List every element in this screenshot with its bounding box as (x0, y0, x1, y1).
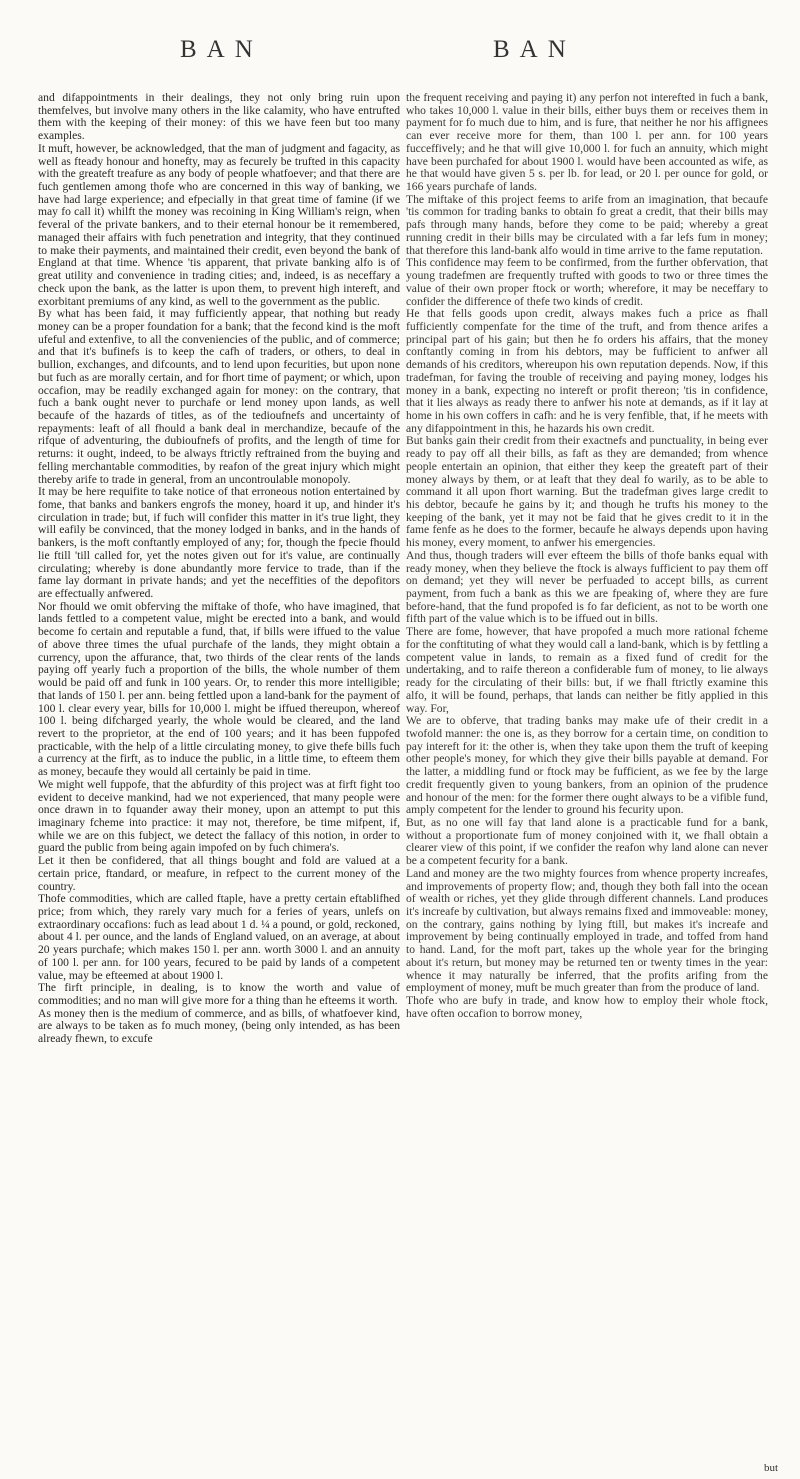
left-text-column (38, 92, 400, 1046)
running-head-left: BAN (180, 36, 263, 63)
paragraph: Let it then be confidered, that all things bought and fold are valued at a certain price, ftandard, or meafure, in refpect to the current money of the country. (38, 854, 400, 893)
paragraph: And thus, though traders will ever efteem the bills of thofe banks equal with ready money, when they believe the ftock is always fufficient to pay them off on demand; yet they will never be perfuaded to accept bills, as current payment, from fuch a bank as this we are fpeaking of, where they are fure before-hand, that the fund propofed is fo far deficient, as not to be worth one fifth part of the value which is to be iffued out in bills. (406, 548, 768, 626)
paragraph: As money then is the medium of commerce, and as bills, of whatfoever kind, are always to be taken as fo much money, (being only intended, as has been already fhewn, to excufe (38, 1006, 400, 1046)
paragraph: But banks gain their credit from their exactnefs and punctuality, in being ever ready to pay off all their bills, as faft as they are demanded; from whence people entertain an opinion, that either they keep the greateft part of their money always by them, or at leaft that they deal fo warily, as to be able to command it all upon fhort warning. But the tradefman gives large credit to his debtor, becaufe he gains by it; and though he trufts his money to the keeping of the bank, yet it may not be faid that he gives credit to it in the fame fenfe as he does to the former, becaufe he always depends upon having his money, every moment, to anfwer his emergencies. (406, 434, 768, 550)
running-head-right: BAN (493, 36, 576, 63)
paragraph: He that fells goods upon credit, always makes fuch a price as fhall fufficiently compenfate for the time of the truft, and from thence arifes a principal part of his gain; but then he fo orders his affairs, that the money conftantly coming in from his debtors, may be fufficient to anfwer all demands of his creditors, whereupon his own reputation depends. Now, if this tradefman, for faving the trouble of receiving and paying money, lodges his money in a bank, expecting no intereft or profit thereon; 'tis in confidence, that it lies always as ready there to anfwer his note at demands, as if it lay at home in his own coffers in cafh: and he is very fenfible, that, if he meets with any difappointment in this, he hazards his own credit. (406, 307, 768, 435)
paragraph: Land and money are the two mighty fources from whence property increafes, and improvements of property flow; and, though they both fall into the ocean of wealth or riches, yet they glide through different channels. Land produces it's increafe by cultivation, but always remains fixed and immoveable: money, on the contrary, gains nothing by lying ftill, but makes it's increafe and improvement by being continually employed in trade, and toffed from hand to hand. Land, for the moft part, takes up the whole year for the bringing about it's return, but money may be returned ten or twenty times in the year: whence it may naturally be inferred, that the profits arifing from the employment of money, muft be much greater than from the produce of land. (406, 866, 768, 995)
paragraph: It may be here requifite to take notice of that erroneous notion entertained by fome, that banks and bankers engrofs the money, hoard it up, and hinder it's circulation in trade; but, if fuch will confider this matter in it's true light, they will eafily be convinced, that the money lodged in banks, and in the hands of bankers, is the moft conftantly employed of any; for, though the fpecie fhould lie ftill 'till called for, yet the notes given out for it's value, are continually circulating; whereby is done abundantly more fervice to trade, than if the fame lay dormant in private hands; and yet the neceffities of the depofitors are effectually anfwered. (38, 485, 400, 601)
paragraph: Thofe commodities, which are called ftaple, have a pretty certain eftablifhed price; from which, they rarely vary much for a feries of years, unlefs on extraordinary occafions: fuch as lead about 1 d. ¼ a pound, or gold, reckoned, about 4 l. per ounce, and the lands of England valued, on an average, at about 20 years purchafe; which makes 150 l. per ann. worth 3000 l. and an annuity of 100 l. per ann. for 100 years, fecured to be paid by lands of a competent value, may be efteemed at about 1900 l. (38, 892, 400, 982)
paragraph: But, as no one will fay that land alone is a practicable fund for a bank, without a proportionate fum of money conjoined with it, we fhall obtain a clearer view of this point, if we confider the reafon why land alone can never be a competent fecurity for a bank. (406, 815, 768, 868)
paragraph: By what has been faid, it may fufficiently appear, that nothing but ready money can be a proper foundation for a bank; that the fecond kind is the moft ufeful and extenfive, to all the conveniencies of the public, and of commerce; and that it's bufinefs is to keep the cafh of traders, or others, to deal in bullion, exchanges, and difcounts, and to lend upon fecurities, but upon none but fuch as are morally certain, and for fhort time of payment; or which, upon occafion, may be readily exchanged again for money: on the contrary, that fuch a bank ought never to purchafe or lend money upon lands, as well becaufe of the hazards of titles, as of the tedioufnefs and uncertainty of repayments: leaft of all fhould a bank deal in merchandize, becaufe of the rifque of adventuring, the dubioufnefs of profits, and the length of time for returns: it ought, indeed, to be always ftrictly reftrained from the buying and felling merchantable commodities, by reafon of the great injury which might thereby arife to trade in general, from an uncontroulable monopoly. (38, 307, 400, 486)
paragraph: We might well fuppofe, that the abfurdity of this project was at firft fight too evident to deceive mankind, had we not experienced, that many people were once drawn in to fquander away their money, upon an attempt to put this imaginary fcheme into practice: it may not, therefore, be time mifpent, if, while we are on this fubject, we detect the fallacy of this notion, in order to guard the public from being again impofed on by fuch chimera's. (38, 777, 400, 855)
paragraph: There are fome, however, that have propofed a much more rational fcheme for the conftituting of what they would call a land-bank, which is by fettling a competent value in lands, to remain as a fixed fund of credit for the undertaking, and to raife thereon a confiderable fum of money, to lie always ready for the circulating of their bills: but, if we fhall ftrictly examine this alfo, it will be found, perhaps, that lands can neither be fitly applied in this way. For, (406, 625, 768, 715)
paragraph: the frequent receiving and paying it) any perfon not interefted in fuch a bank, who takes 10,000 l. value in their bills, either buys them or receives them in payment for fo much due to him, and is fure, that neither he nor his affignees can ever receive more for them, than 100 l. per ann. for 100 years fucceffively; and he that will give 10,000 l. for fuch an annuity, which might have been purchafed for about 1900 l. would have been accounted as wife, as he that would have given 5 s. per lb. for lead, or 20 l. per ounce for gold, or 166 years purchafe of lands. (406, 91, 768, 194)
running-header (0, 36, 800, 76)
paragraph: We are to obferve, that trading banks may make ufe of their credit in a twofold manner: the one is, as they borrow for a certain time, on condition to pay intereft for it: the other is, when they take upon them the truft of keeping other people's money, for which they give their bills payable at demand. For the latter, a middling fund or ftock may be fufficient, as we fee by the large credit frequently given to young bankers, from an opinion of the prudence and honour of the men: for the former there ought always to be a vifible fund, amply competent for the lender to ground his fecurity upon. (406, 714, 768, 817)
paragraph: This confidence may feem to be confirmed, from the further obfervation, that young tradefmen are frequently trufted with goods to two or three times the value of their own proper ftock or worth; wherefore, it may be neceffary to confider the difference of thefe two kinds of credit. (406, 256, 768, 308)
paragraph: The miftake of this project feems to arife from an imagination, that becaufe 'tis common for trading banks to obtain fo great a credit, that their bills may pafs through many hands, before they come to be paid; whereby a great running credit in their bills may be circulated with a far lefs fum in money; that therefore this land-bank alfo would in time arrive to the fame reputation. (406, 192, 768, 257)
paragraph: Nor fhould we omit obferving the miftake of thofe, who have imagined, that lands fettled to a competent value, might be erected into a bank, and would become fo certain and reputable a fund, that, if bills were iffued to the value of above three times the ufual purchafe of the lands, they might obtain a currency, upon the affurance, that, two thirds of the clear rents of the lands paying off yearly fuch a proportion of the bills, the whole number of them would be paid off and funk in 100 years. Or, to render this more intelligible; that lands of 150 l. per ann. being fettled upon a land-bank for the payment of 100 l. clear every year, bills for 10,000 l. might be iffued thereupon, whereof 100 l. being difcharged yearly, the whole would be cleared, and the land revert to the proprietor, at the end of 100 years; and it has been fuppofed practicable, with the help of a little circulating money, to give thefe bills fuch a currency at the firft, as to induce the public, in a little time, to efteem them as money, becaufe they would all certainly be paid in time. (38, 599, 400, 779)
paragraph: and difappointments in their dealings, they not only bring ruin upon themfelves, but involve many others in the like calamity, who have entrufted them with the keeping of their money: of this we have feen but too many examples. (38, 91, 400, 143)
right-text-column (406, 92, 768, 1020)
paragraph: The firft principle, in dealing, is to know the worth and value of commodities; and no man will give more for a thing than he efteems it worth. (38, 981, 400, 1008)
paragraph: It muft, however, be acknowledged, that the man of judgment and fagacity, as well as fteady honour and honefty, may as fecurely be trufted in this capacity with the greateft treafure as any body of people whatfoever; and that there are fuch gentlemen among thofe who are concerned in this way of banking, we have had large experience; and efpecially in that great time of famine (if we may fo call it) whilft the money was recoining in King William's reign, when feveral of the private bankers, and to their eternal honour be it remembered, managed their affairs with fuch penetration and integrity, that they continued to make their payments, and maintained their credit, even beyond the bank of England at that time. Whence 'tis apparent, that private banking alfo is of great utility and convenience in trading cities; and, indeed, is as neceffary a check upon the bank, as the latter is upon them, to prevent high intereft, and exorbitant premiums of any kind, as well to the government as the public. (38, 141, 400, 308)
catchword: but (764, 1462, 779, 1474)
paragraph: Thofe who are bufy in trade, and know how to employ their whole ftock, have often occafion to borrow money, (406, 994, 768, 1020)
